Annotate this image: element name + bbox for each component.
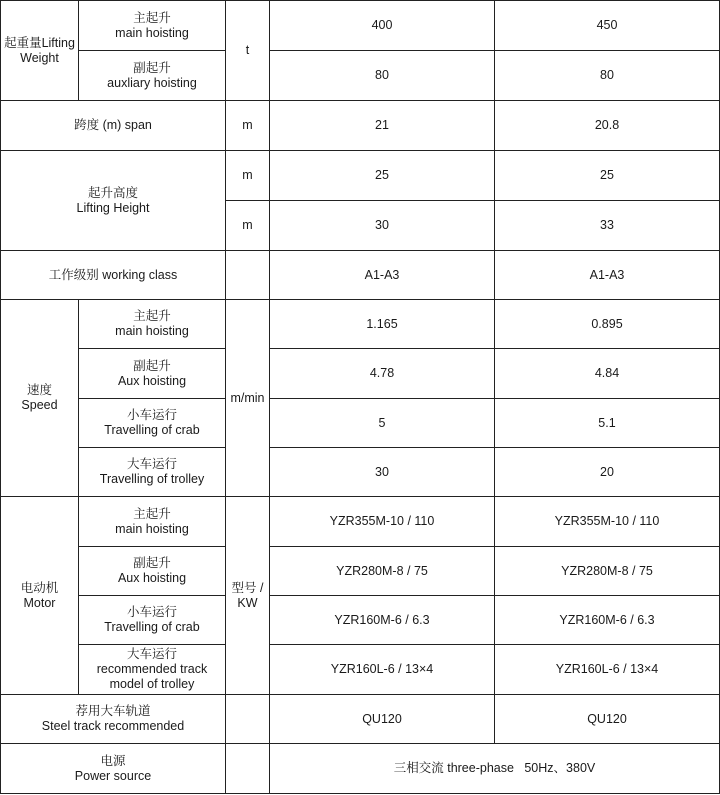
table-row [1,744,720,794]
table-row [1,300,720,349]
cell-value: QU120 [270,695,495,744]
cell-value: 25 [495,151,720,201]
lifting-height-label: 起升高度 Lifting Height [1,151,226,251]
cell-value: YZR280M-8 / 75 [270,547,495,596]
speed-label: 速度 Speed [1,300,79,497]
cell-value: YZR160L-6 / 13×4 [495,645,720,695]
motor-trolley-label: 大车运行 recommended track model of trolley [79,645,226,695]
lifting-height-unit: m [226,151,270,201]
steel-track-label: 荐用大车轨道 Steel track recommended [1,695,226,744]
cell-value: 21 [270,101,495,151]
working-class-label: 工作级别 working class [1,251,226,300]
motor-unit: 型号 / KW [226,497,270,695]
table-row [1,448,720,497]
table-row [1,596,720,645]
cell-value: 1.165 [270,300,495,349]
cell-value: 4.84 [495,349,720,399]
steel-track-unit [226,695,270,744]
lifting-weight-main-label: 主起升 main hoisting [79,1,226,51]
motor-aux-label: 副起升 Aux hoisting [79,547,226,596]
table-row [1,547,720,596]
cell-value: YZR160M-6 / 6.3 [495,596,720,645]
cell-value: 30 [270,448,495,497]
table-row [1,399,720,448]
cell-value: 80 [495,51,720,101]
power-value: 三相交流 three-phase 50Hz、380V [270,744,720,794]
lifting-weight-unit: t [226,1,270,101]
cell-value: A1-A3 [270,251,495,300]
cell-value: A1-A3 [495,251,720,300]
cell-value: 5.1 [495,399,720,448]
power-unit [226,744,270,794]
span-unit: m [226,101,270,151]
cell-value: 80 [270,51,495,101]
lifting-weight-aux-label: 副起升 auxliary hoisting [79,51,226,101]
cell-value: QU120 [495,695,720,744]
lifting-height-unit: m [226,201,270,251]
cell-value: 450 [495,1,720,51]
table-row [1,151,720,201]
table-row [1,695,720,744]
table-row [1,251,720,300]
cell-value: 33 [495,201,720,251]
speed-crab-label: 小车运行 Travelling of crab [79,399,226,448]
table-row [1,497,720,547]
cell-value: YZR355M-10 / 110 [495,497,720,547]
cell-value: 20 [495,448,720,497]
cell-value: 30 [270,201,495,251]
cell-value: YZR160M-6 / 6.3 [270,596,495,645]
speed-trolley-label: 大车运行 Travelling of trolley [79,448,226,497]
speed-aux-label: 副起升 Aux hoisting [79,349,226,399]
cell-value: YZR355M-10 / 110 [270,497,495,547]
motor-label: 电动机 Motor [1,497,79,695]
table-row [1,51,720,101]
table-row [1,101,720,151]
table-row [1,1,720,51]
table-row [1,645,720,695]
cell-value: 400 [270,1,495,51]
cell-value: 25 [270,151,495,201]
working-class-unit [226,251,270,300]
cell-value: 5 [270,399,495,448]
lifting-weight-label: 起重量Lifting Weight [1,1,79,101]
cell-value: 20.8 [495,101,720,151]
motor-main-label: 主起升 main hoisting [79,497,226,547]
table-row [1,349,720,399]
speed-main-label: 主起升 main hoisting [79,300,226,349]
cell-value: 4.78 [270,349,495,399]
cell-value: YZR280M-8 / 75 [495,547,720,596]
motor-crab-label: 小车运行 Travelling of crab [79,596,226,645]
cell-value: 0.895 [495,300,720,349]
span-label: 跨度 (m) span [1,101,226,151]
power-label: 电源 Power source [1,744,226,794]
speed-unit: m/min [226,300,270,497]
cell-value: YZR160L-6 / 13×4 [270,645,495,695]
